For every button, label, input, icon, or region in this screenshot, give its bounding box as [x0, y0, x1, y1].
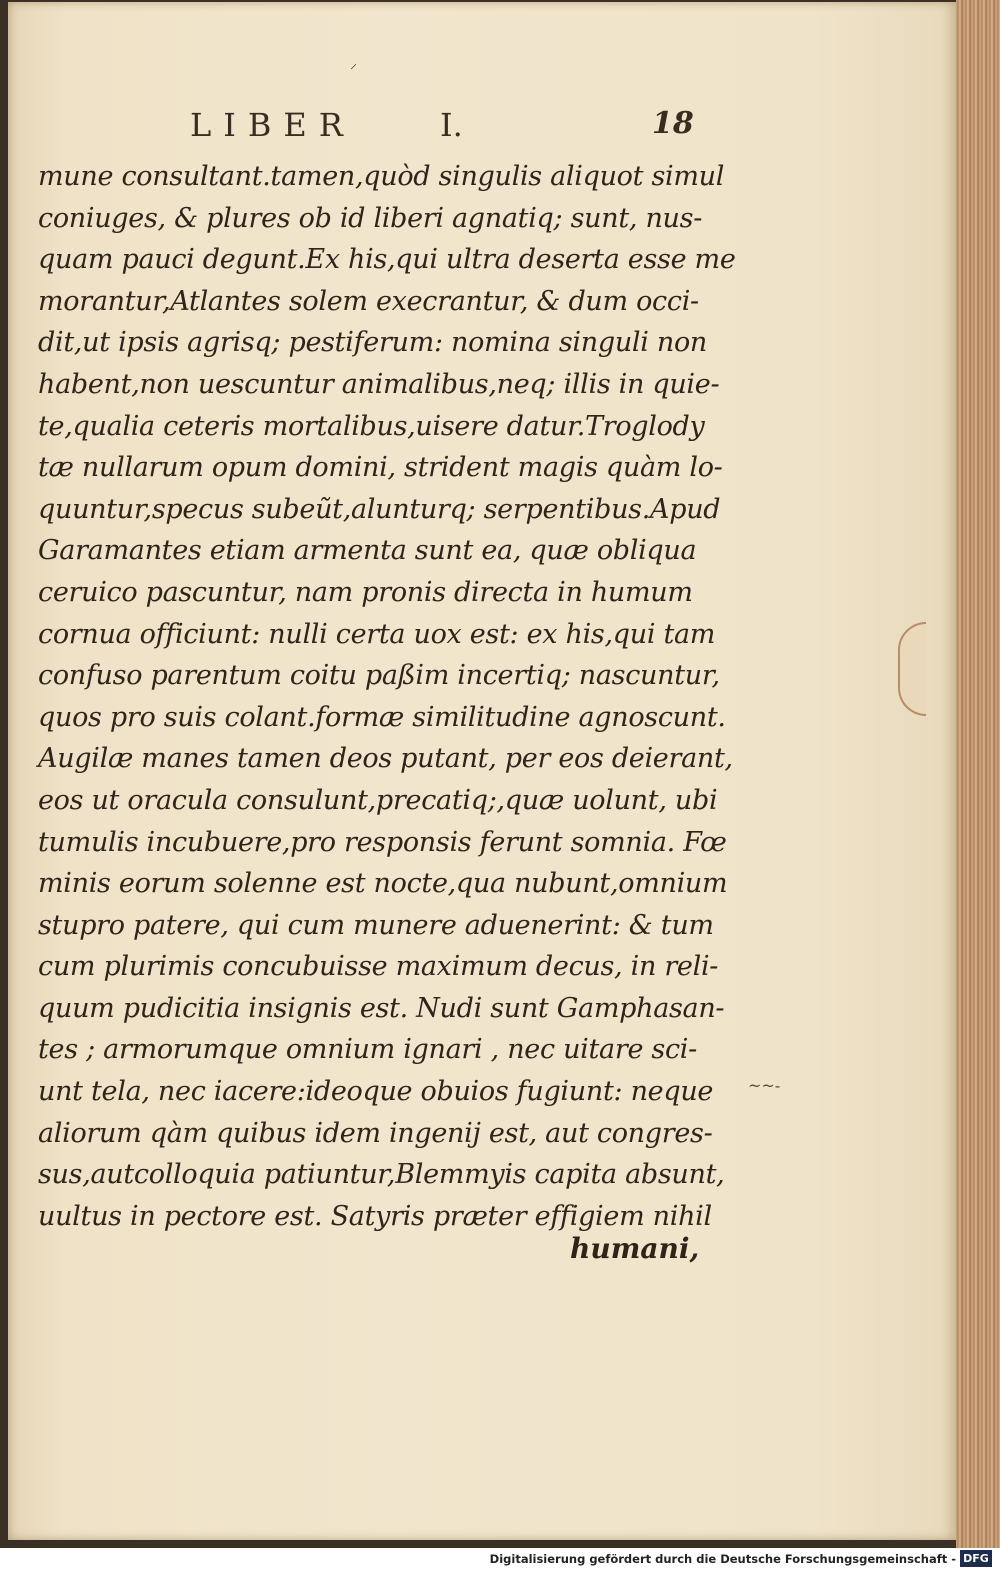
- catchword: humani,: [570, 1232, 700, 1265]
- running-header: [190, 106, 694, 146]
- margin-mark: ~~-: [748, 1076, 781, 1095]
- text-line: quum pudicitia insignis est. Nudi sunt Gamphasan-: [38, 992, 725, 1024]
- text-line: tes ; armorumque omnium ignari , nec uitare sci-: [38, 1034, 697, 1066]
- page-stack-edge: [956, 0, 1000, 1555]
- text-line: uultus in pectore est. Satyris præter effigiem nihil: [38, 1200, 712, 1232]
- text-line: eos ut oracula consulunt,precatiq;,quæ uolunt, ubi: [38, 784, 718, 816]
- text-line: tumulis incubuere,pro responsis ferunt somnia. Fœ: [38, 826, 727, 858]
- text-line: unt tela, nec iacere:ideoque obuios fugiunt: neque: [38, 1076, 714, 1108]
- funding-credit: Digitalisierung gefördert durch die Deutsche Forschungsgemeinschaft -: [489, 1552, 956, 1566]
- text-line: aliorum qàm quibus idem ingenij est, aut congres-: [38, 1117, 713, 1149]
- book-number: I.: [440, 106, 463, 144]
- text-line: ceruico pascuntur, nam pronis directa in humum: [38, 576, 693, 608]
- folio-number: 18: [652, 106, 694, 141]
- text-line: tæ nullarum opum domini, strident magis quàm lo-: [38, 452, 723, 484]
- ink-mark: ⸍: [350, 62, 357, 78]
- text-line: quos pro suis colant.formæ similitudine agnoscunt.: [38, 701, 726, 733]
- running-title: LIBER: [190, 106, 355, 144]
- text-line: minis eorum solenne est nocte,qua nubunt,omnium: [38, 868, 728, 900]
- text-line: quam pauci degunt.Ex his,qui ultra deserta esse me: [38, 244, 736, 276]
- text-line: stupro patere, qui cum munere aduenerint: & tum: [38, 909, 714, 941]
- text-line: Augilæ manes tamen deos putant, per eos deierant,: [38, 743, 733, 775]
- text-line: confuso parentum coitu paßim incertiq; nascuntur,: [38, 660, 720, 692]
- text-line: habent,non uescuntur animalibus,neq; illis in quie-: [38, 368, 720, 400]
- text-line: coniuges, & plures ob id liberi agnatiq; sunt, nus-: [38, 202, 703, 234]
- text-line: Garamantes etiam armenta sunt ea, quæ obliqua: [38, 535, 697, 567]
- text-line: mune consultant.tamen,quòd singulis aliquot simul: [38, 161, 725, 192]
- text-line: morantur,Atlantes solem execrantur, & dum occi-: [38, 285, 699, 317]
- dfg-logo: DFG: [960, 1550, 992, 1567]
- text-line: sus,autcolloquia patiuntur,Blemmyis capita absunt,: [38, 1159, 725, 1191]
- text-line: cum plurimis concubuisse maximum decus, in reli-: [38, 951, 719, 983]
- page-clasp-mark: [898, 622, 926, 716]
- text-line: te,qualia ceteris mortalibus,uisere datur.Troglody: [38, 410, 705, 442]
- text-line: quuntur,specus subeũt,alunturq; serpentibus.Apud: [38, 493, 721, 525]
- text-line: cornua officiunt: nulli certa uox est: ex his,qui tam: [38, 618, 716, 650]
- main-text-block: [38, 156, 736, 1237]
- text-line: dit,ut ipsis agrisq; pestiferum: nomina singuli non: [38, 327, 708, 359]
